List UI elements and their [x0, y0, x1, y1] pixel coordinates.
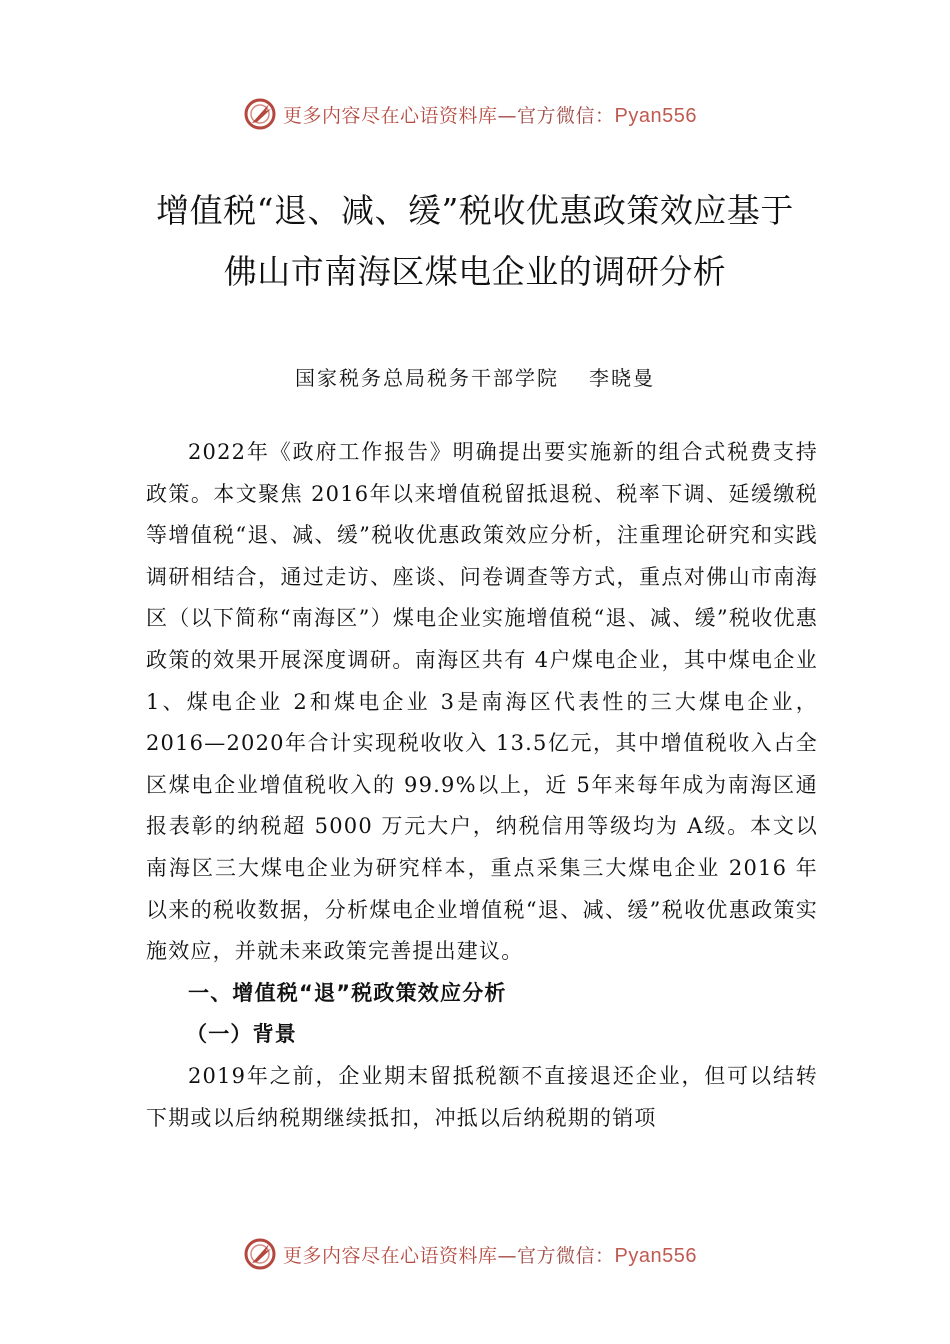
article-body [146, 432, 818, 1139]
watermark-wechat-id: Pyan556 [614, 1244, 697, 1267]
watermark-banner-bottom [0, 1234, 950, 1274]
watermark-banner-top [0, 94, 950, 134]
quill-circle-logo-icon [243, 1237, 277, 1271]
watermark-main: 更多内容尽在心语资料库 [283, 104, 498, 127]
subsection-heading: （一）背景 [186, 1022, 297, 1047]
watermark-wechat-id: Pyan556 [614, 104, 697, 127]
article-title: 增值税“退、减、缓”税收优惠政策效应基于佛山市南海区煤电企业的调研分析 [156, 191, 794, 291]
watermark-dash: — [497, 104, 518, 127]
watermark-dash: — [497, 1244, 518, 1267]
quill-circle-logo-icon [243, 97, 277, 131]
watermark-text [283, 1241, 697, 1268]
author-name: 李晓曼 [589, 366, 655, 390]
intro-paragraph: 2022年《政府工作报告》明确提出要实施新的组合式税费支持政策。本文聚焦 2016年以来增值税留抵退税、税率下调、延缓缴税等增值税“退、减、缓”税收优惠政策效应分析，注重理论研究和实践调研相结合，通过走访、座谈、问卷调查等方式，重点对佛山市南海区（以下简称“南海区”）煤电企业实施增值税“退、减、缓”税收优惠政策的效果开展深度调研。南海区共有 4户煤电企业，其中煤电企业 1、煤电企业 2和煤电企业 3是南海区代表性的三大煤电企业，2016—2020年合计实现税收收入 13.5亿元，其中增值税收入占全区煤电企业增值税收入的 99.9%以上，近 5年来每年成为南海区通报表彰的纳税超 5000 万元大户，纳税信用等级均为 A级。本文以南海区三大煤电企业为研究样本，重点采集三大煤电企业 2016 年以来的税收数据，分析煤电企业增值税“退、减、缓”税收优惠政策实施效应，并就未来政策完善提出建议。 [146, 440, 818, 964]
watermark-wechat-label: 官方微信： [517, 104, 615, 127]
author-line [0, 362, 950, 391]
watermark-text [283, 101, 697, 128]
section-heading: 一、增值税“退”税政策效应分析 [188, 980, 507, 1005]
watermark-main: 更多内容尽在心语资料库 [283, 1244, 498, 1267]
watermark-wechat-label: 官方微信： [517, 1244, 615, 1267]
author-organization: 国家税务总局税务干部学院 [295, 366, 559, 390]
subsection-paragraph: 2019年之前，企业期末留抵税额不直接退还企业，但可以结转下期或以后纳税期继续抵扣，冲抵以后纳税期的销项 [146, 1063, 818, 1130]
